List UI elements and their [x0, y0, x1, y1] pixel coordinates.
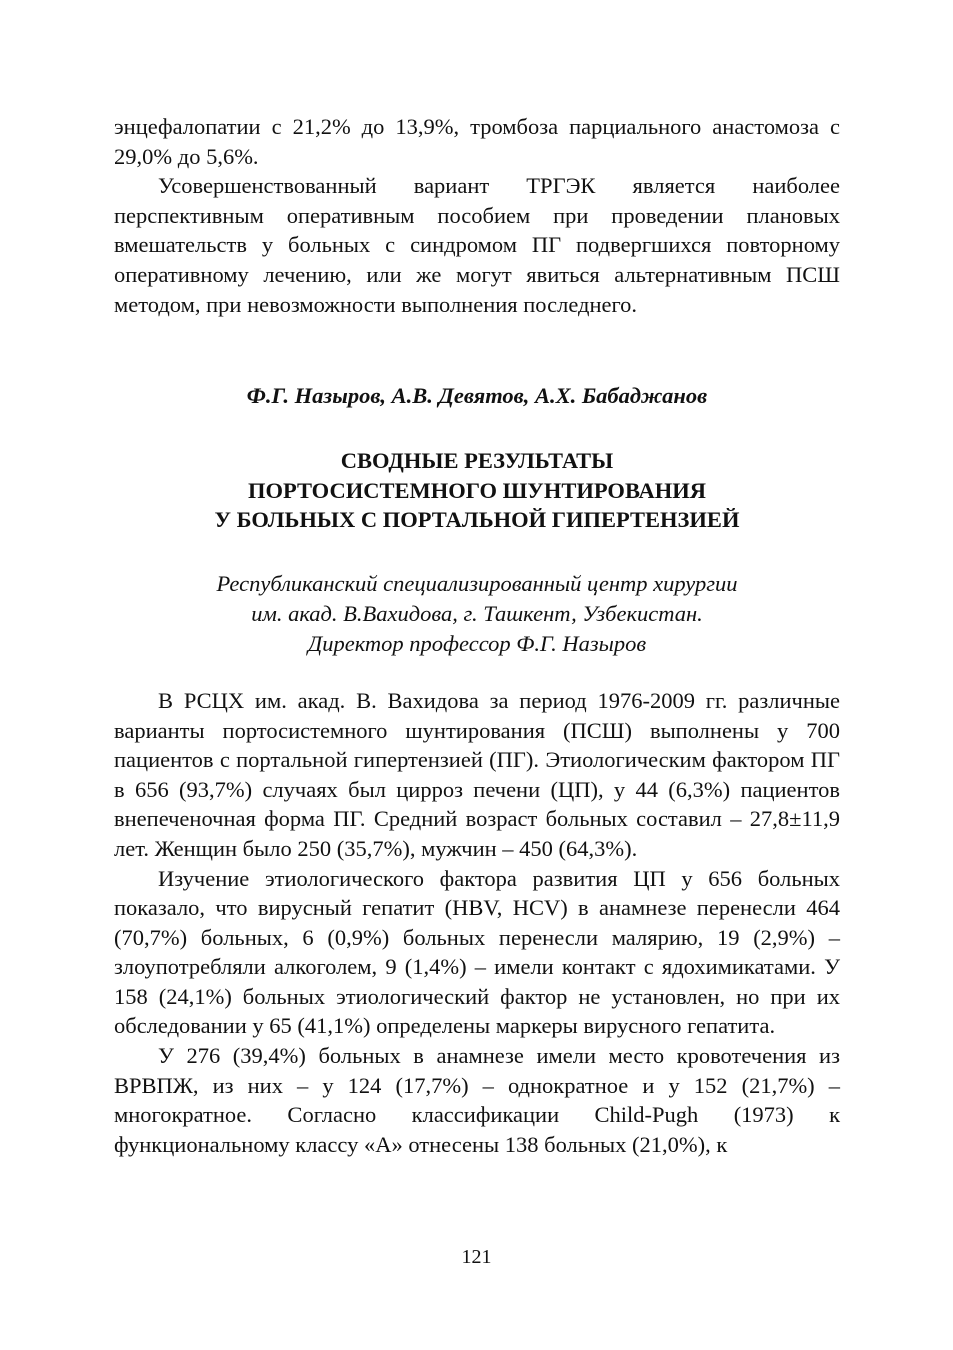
article-affiliation	[114, 569, 840, 659]
affiliation-line: Директор профессор Ф.Г. Назыров	[307, 630, 647, 656]
affiliation-line: им. акад. В.Вахидова, г. Ташкент, Узбекистан.	[251, 600, 703, 626]
article-title-line: ПОРТОСИСТЕМНОГО ШУНТИРОВАНИЯ	[247, 477, 707, 503]
affiliation-line: Республиканский специализированный центр хирургии	[216, 570, 738, 596]
body-paragraph-2: Изучение этиологического фактора развития ЦП у 656 больных показало, что вирусный гепатит (HBV, HCV) в анамнезе перенесли 464 (70,7%) больных, 6 (0,9%) больных перенесли малярию, 19 (2,9%) – злоупотребляли алкоголем, 9 (1,4%) – имели контакт с ядохимикатами. У 158 (24,1%) больных этиологический фактор не установлен, но при их обследовании у 65 (41,1%) определены маркеры вирусного гепатита.	[114, 865, 840, 1039]
article-title	[114, 446, 840, 535]
continuation-paragraph-1: энцефалопатии с 21,2% до 13,9%, тромбоза парциального анастомоза с 29,0% до 5,6%.	[114, 114, 840, 169]
section-gap	[114, 319, 840, 381]
article-title-line: СВОДНЫЕ РЕЗУЛЬТАТЫ	[340, 448, 614, 474]
body-paragraph-3: У 276 (39,4%) больных в анамнезе имели место кровотечения из ВРВПЖ, из них – у 124 (17,7%) – однократное и у 152 (21,7%) – многократное. Согласно классификации Child-Pugh (1973) к функциональному классу «А» отнесены 138 больных (21,0%), к	[114, 1043, 840, 1157]
body-paragraph-1: В РСЦХ им. акад. В. Вахидова за период 1976-2009 гг. различные варианты портосистемного шунтирования (ПСШ) выполнены у 700 пациентов с портальной гипертензией (ПГ). Этиологическим фактором ПГ в 656 (93,7%) случаях был цирроз печени (ЦП), у 44 (6,3%) пациентов внепеченочная форма ПГ. Средний возраст больных составил – 27,8±11,9 лет. Женщин было 250 (35,7%), мужчин – 450 (64,3%).	[114, 687, 840, 861]
page-content	[114, 112, 840, 1159]
page-number: 121	[461, 1246, 492, 1268]
article-authors: Ф.Г. Назыров, А.В. Девятов, А.Х. Бабаджанов	[246, 383, 708, 409]
continuation-paragraph-2: Усовершенствованный вариант ТРГЭК является наиболее перспективным оперативным пособием при проведении плановых вмешательств у больных с синдромом ПГ подвергшихся повторному оперативному лечению, или же могут явиться альтернативным ПСШ методом, при невозможности выполнения последнего.	[114, 173, 840, 317]
article-body	[114, 686, 840, 1160]
article-title-line: У БОЛЬНЫХ С ПОРТАЛЬНОЙ ГИПЕРТЕНЗИЕЙ	[214, 507, 740, 533]
